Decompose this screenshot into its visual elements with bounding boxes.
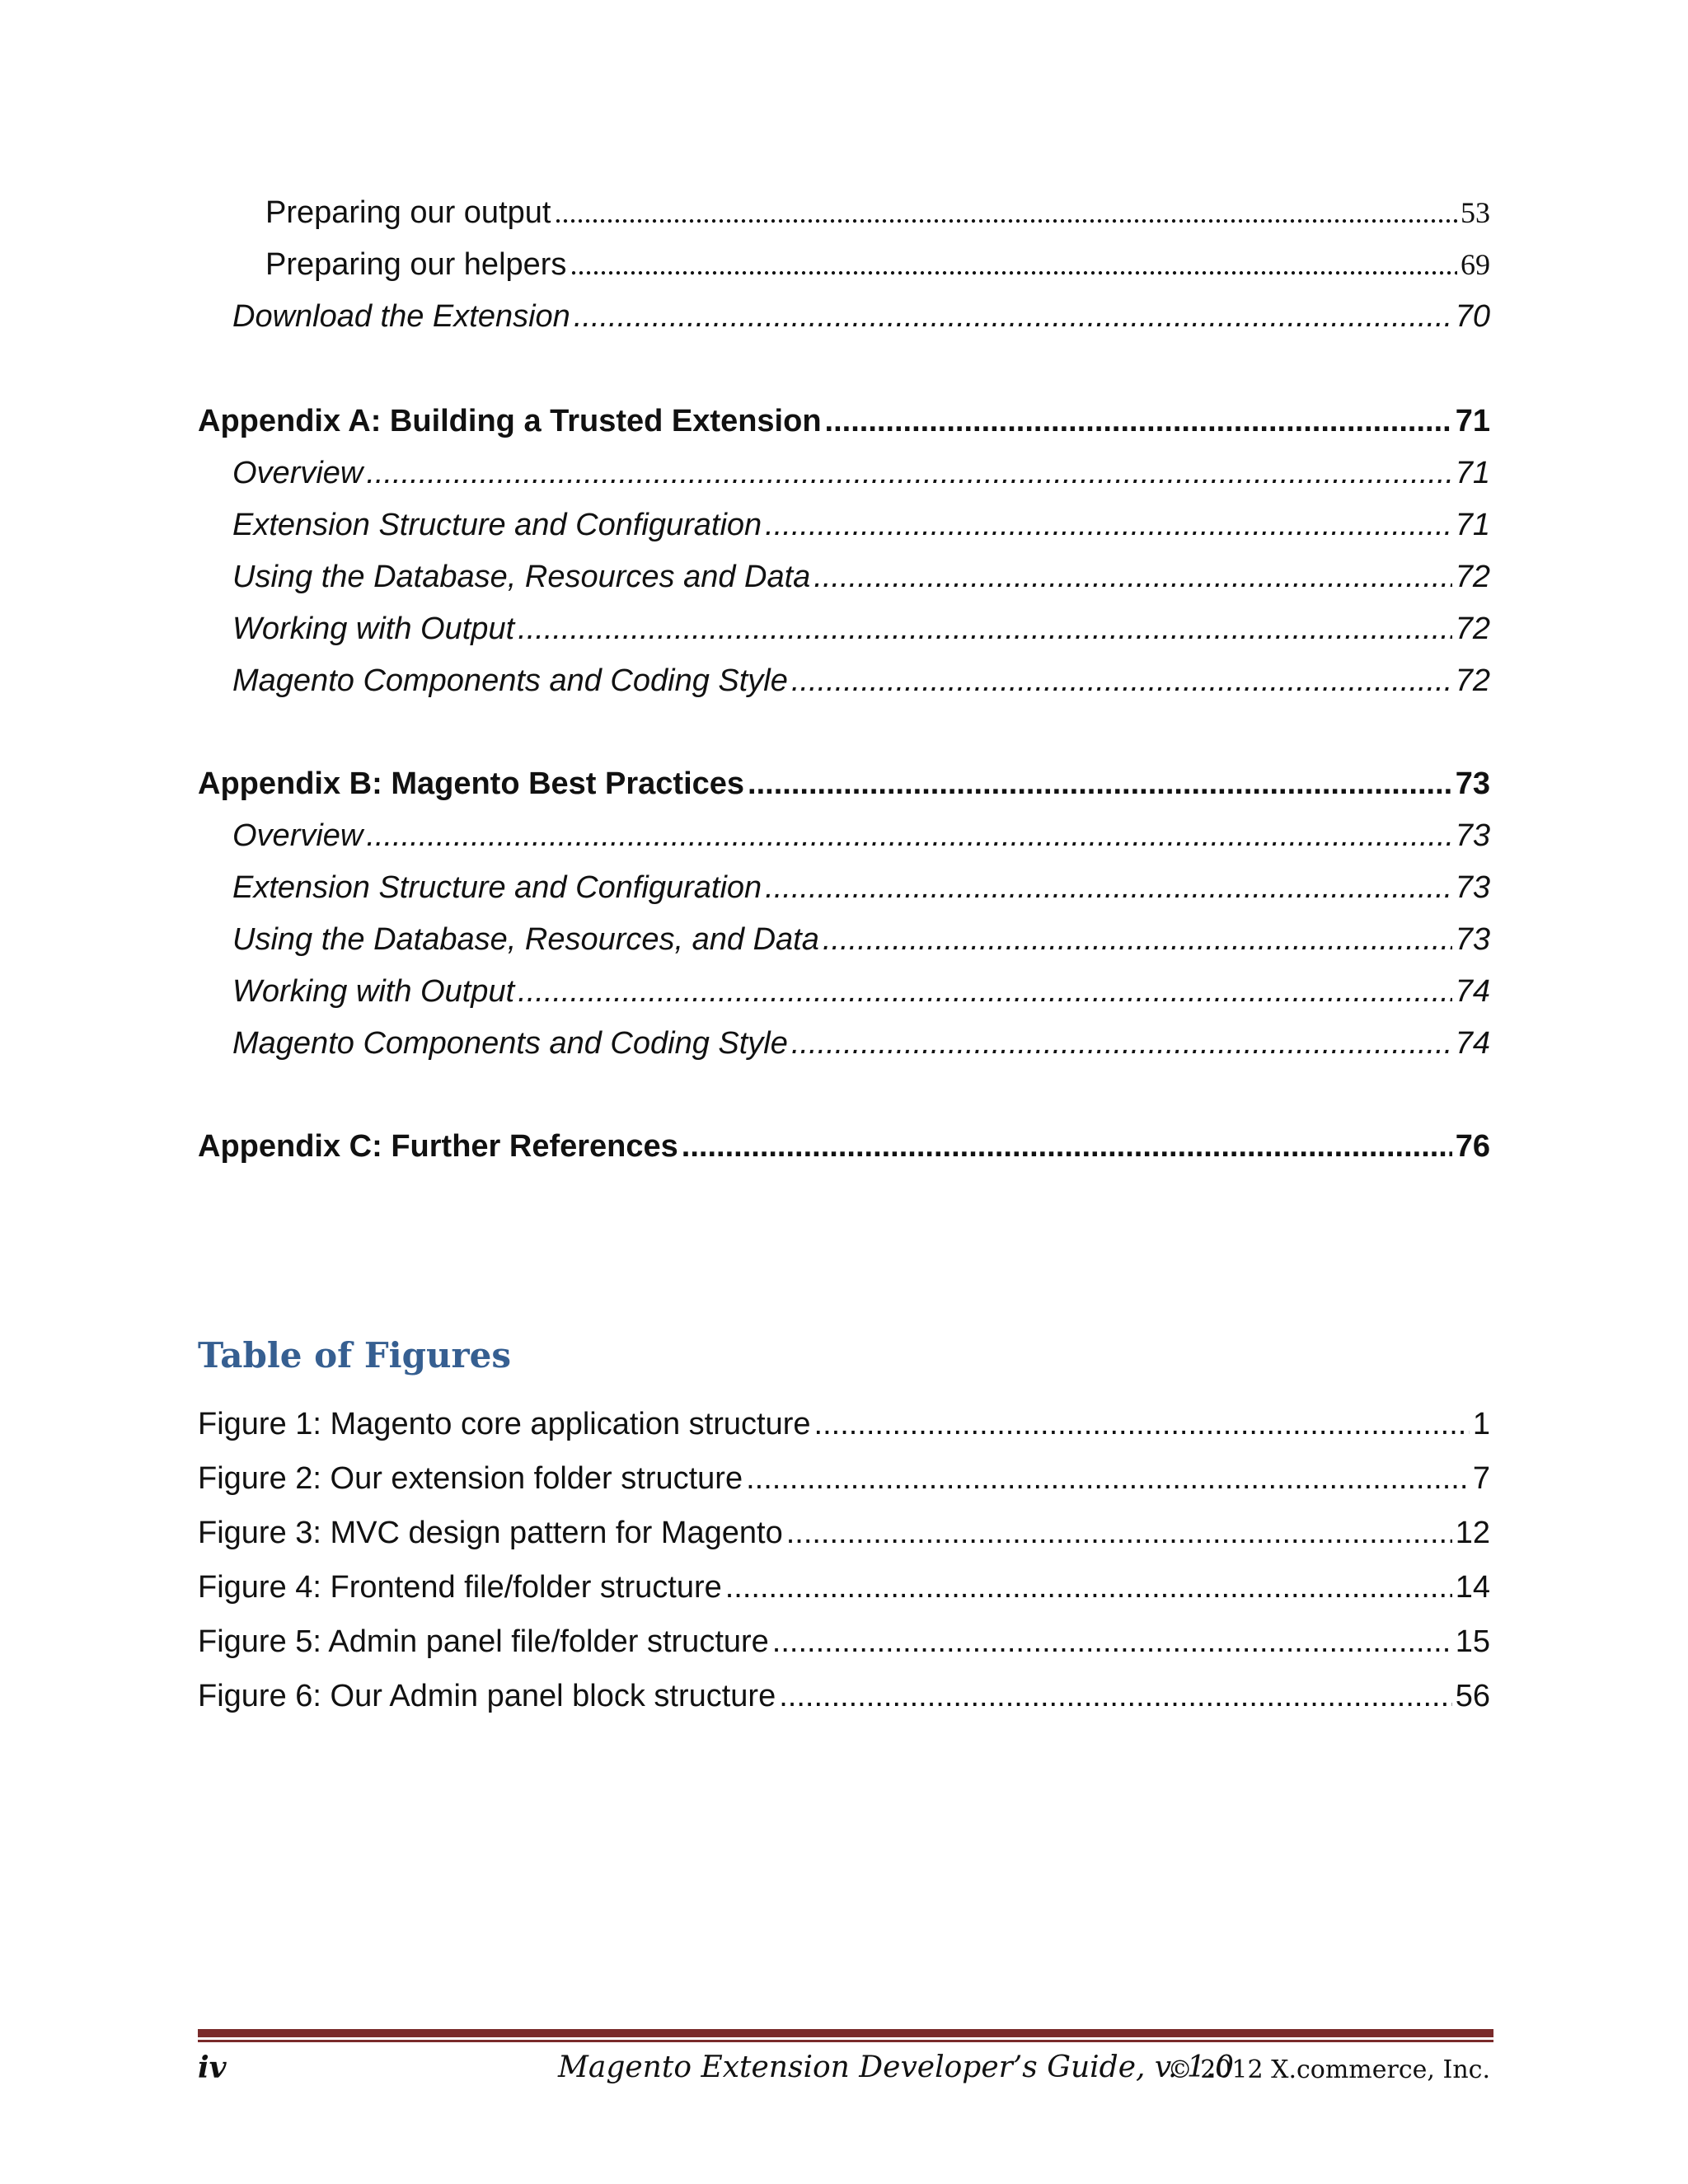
toc-entry-title: Extension Structure and Configuration [232,508,762,542]
toc-entry[interactable] [198,870,1490,907]
figure-entry-title: Figure 3: MVC design pattern for Magento [198,1516,783,1550]
dot-leader [518,612,1452,648]
dot-leader [682,1129,1452,1165]
dot-leader [791,1026,1452,1062]
figure-entry-page: 12 [1455,1516,1490,1550]
toc-entry-title: Download the Extension [232,299,570,334]
figure-entry-page: 1 [1472,1407,1490,1441]
toc-entry[interactable] [198,456,1490,492]
toc-entry-page: 73 [1455,922,1490,957]
figure-entry-page: 56 [1455,1679,1490,1713]
dot-leader [765,870,1452,907]
toc-entry-appendix-b[interactable] [198,766,1490,803]
figure-entry-title: Figure 6: Our Admin panel block structure [198,1679,776,1713]
figure-entry[interactable] [198,1516,1490,1552]
toc-entry-title: Appendix A: Building a Trusted Extension [198,404,822,438]
dot-leader [786,1516,1452,1552]
toc-entry-title: Extension Structure and Configuration [232,870,762,905]
toc-entry[interactable] [198,299,1490,335]
toc-entry-title: Magento Components and Coding Style [232,1026,788,1061]
toc-entry-appendix-a[interactable] [198,404,1490,440]
figure-entry-page: 15 [1455,1624,1490,1659]
figure-entry[interactable] [198,1461,1490,1497]
dot-leader [779,1679,1452,1715]
footer-guide-title: Magento Extension Developer’s Guide, v. 1.0 [558,2050,1235,2084]
toc-entry-page: 73 [1455,870,1490,905]
toc-entry-title: Overview [232,818,363,853]
dot-leader [366,456,1451,492]
figure-entry-page: 7 [1472,1461,1490,1496]
figure-entry-title: Figure 4: Frontend file/folder structure [198,1570,722,1605]
toc-entry-page: 70 [1455,299,1490,334]
toc-entry-title: Overview [232,456,363,490]
figure-entry[interactable] [198,1624,1490,1661]
toc-entry-appendix-c[interactable] [198,1129,1490,1165]
table-of-figures-heading: Table of Figures [198,1335,511,1376]
dot-leader [554,196,1457,230]
footer-rule [198,2029,1493,2037]
toc-entry-page: 71 [1455,508,1490,542]
toc-entry-title: Appendix B: Magento Best Practices [198,766,745,801]
dot-leader [823,922,1452,958]
dot-leader [772,1624,1452,1661]
dot-leader [746,1461,1470,1497]
dot-leader [725,1570,1452,1606]
dot-leader [518,974,1452,1010]
toc-entry-page: 74 [1455,974,1490,1009]
dot-leader [366,818,1451,855]
toc-entry[interactable] [198,1026,1490,1062]
toc-entry[interactable] [198,560,1490,596]
toc-entry-title: Preparing our helpers [265,247,567,282]
toc-entry[interactable] [198,663,1490,700]
footer-rule-thin [198,2040,1493,2042]
toc-entry-page: 72 [1455,663,1490,698]
toc-entry-title: Preparing our output [265,195,551,230]
dot-leader [765,508,1452,544]
footer-page-number: iv [198,2050,227,2085]
toc-entry-page: 53 [1461,196,1490,229]
toc-entry-page: 73 [1455,818,1490,853]
toc-entry-page: 69 [1461,248,1490,281]
toc-entry[interactable] [198,247,1490,284]
toc-entry[interactable] [198,508,1490,544]
dot-leader [570,248,1457,282]
toc-entry-title: Using the Database, Resources and Data [232,560,811,594]
dot-leader [814,560,1451,596]
toc-entry-title: Appendix C: Further References [198,1129,678,1164]
toc-entry-title: Working with Output [232,612,515,646]
toc-entry-page: 76 [1455,1129,1490,1164]
toc-entry-title: Working with Output [232,974,515,1009]
toc-entry-page: 74 [1455,1026,1490,1061]
toc-entry-page: 71 [1455,404,1490,438]
toc-entry[interactable] [198,922,1490,958]
dot-leader [791,663,1452,700]
toc-entry-page: 71 [1455,456,1490,490]
figure-entry[interactable] [198,1407,1490,1443]
toc-entry[interactable] [198,195,1490,232]
toc-entry[interactable] [198,818,1490,855]
footer-copyright: © 2012 X.commerce, Inc. [1167,2055,1490,2084]
document-page [198,0,1490,2184]
toc-entry-title: Using the Database, Resources, and Data [232,922,819,957]
figure-entry-page: 14 [1455,1570,1490,1605]
toc-entry[interactable] [198,974,1490,1010]
figure-entry[interactable] [198,1679,1490,1715]
toc-entry-page: 73 [1455,766,1490,801]
toc-entry-page: 72 [1455,612,1490,646]
dot-leader [825,404,1452,440]
figure-entry-title: Figure 5: Admin panel file/folder structure [198,1624,769,1659]
toc-entry-page: 72 [1455,560,1490,594]
dot-leader [574,299,1452,335]
dot-leader [814,1407,1470,1443]
figure-entry[interactable] [198,1570,1490,1606]
dot-leader [748,766,1452,803]
page-footer [198,2044,1490,2093]
toc-entry[interactable] [198,612,1490,648]
toc-entry-title: Magento Components and Coding Style [232,663,788,698]
figure-entry-title: Figure 1: Magento core application structure [198,1407,811,1441]
figure-entry-title: Figure 2: Our extension folder structure [198,1461,743,1496]
